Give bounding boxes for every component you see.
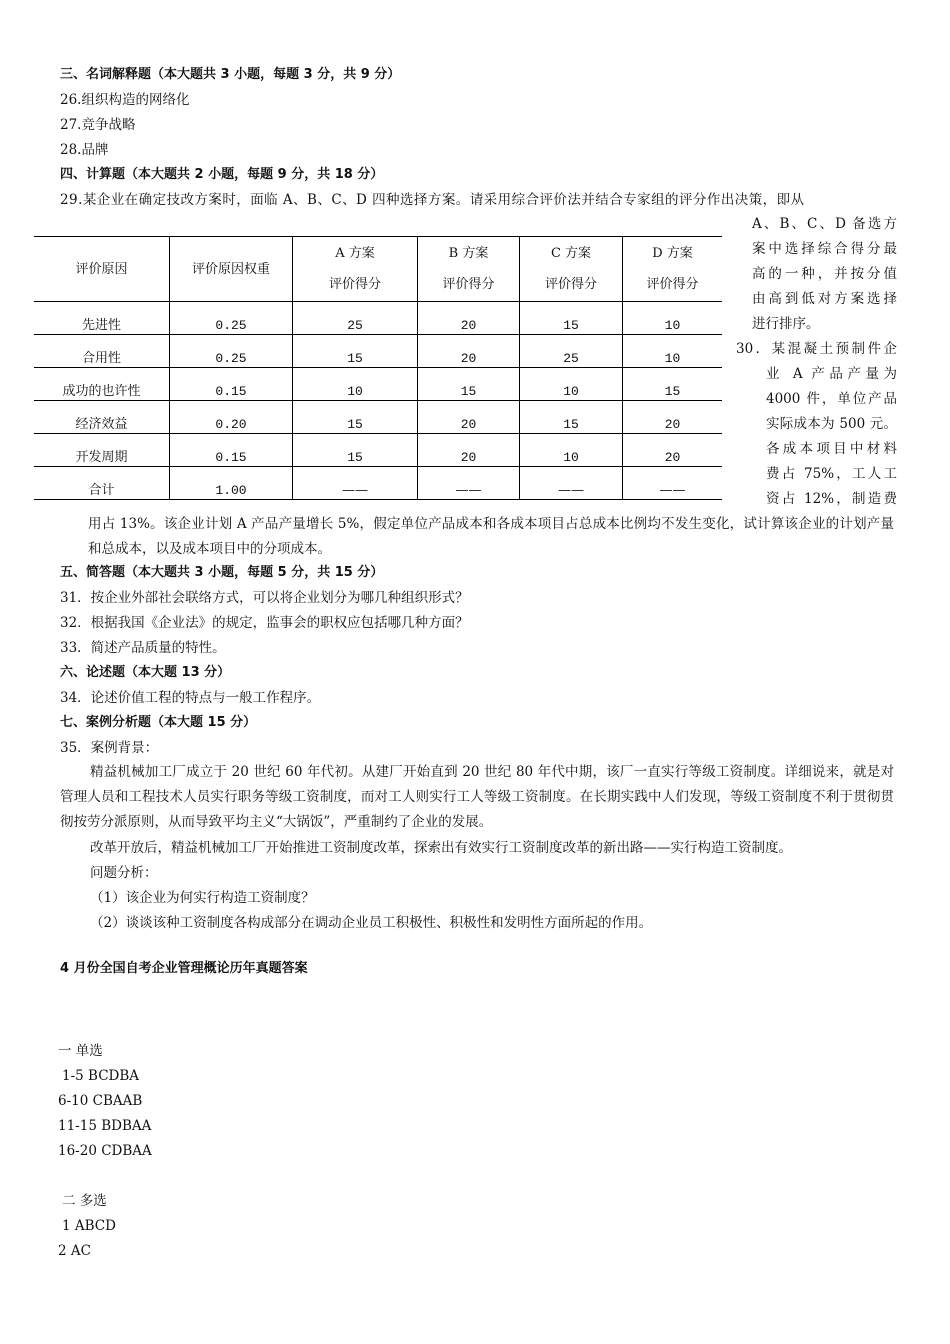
answers-title: 4 月份全国自考企业管理概论历年真题答案 xyxy=(60,961,308,976)
table-row xyxy=(34,302,722,335)
single-answer-1: 1-5 BCDBA xyxy=(62,1068,140,1084)
cell-a: 25 xyxy=(293,302,418,335)
cell-factor: 成功的也许性 xyxy=(34,368,170,401)
table-row xyxy=(34,401,722,434)
cell-a: 15 xyxy=(293,401,418,434)
side-line: 业 A 产品产量为 xyxy=(766,366,897,382)
section-6-heading: 六、论述题（本大题 13 分） xyxy=(60,665,231,680)
cell-a: 10 xyxy=(293,368,418,401)
cell-c: 15 xyxy=(520,302,623,335)
question-28: 28.品牌 xyxy=(60,142,109,158)
single-answer-2: 6-10 CBAAB xyxy=(58,1093,143,1109)
cell-b: —— xyxy=(418,467,520,500)
question-35: 35．案例背景： xyxy=(60,740,159,756)
cell-c: 15 xyxy=(520,401,623,434)
section-7-heading: 七、案例分析题（本大题 15 分） xyxy=(60,715,257,730)
header-plan-c: C 方案 评价得分 xyxy=(520,237,623,302)
cell-b: 20 xyxy=(418,302,520,335)
header-plan-a: A 方案 评价得分 xyxy=(293,237,418,302)
cell-d: 10 xyxy=(623,302,723,335)
table-header-row xyxy=(34,237,722,302)
single-answer-4: 16-20 CDBAA xyxy=(58,1143,152,1159)
cell-factor: 合计 xyxy=(34,467,170,500)
cell-b: 20 xyxy=(418,335,520,368)
cell-d: 10 xyxy=(623,335,723,368)
multi-answer-2: 2 AC xyxy=(58,1243,91,1259)
header-plan-b: B 方案 评价得分 xyxy=(418,237,520,302)
cell-factor: 先进性 xyxy=(34,302,170,335)
cell-c: 10 xyxy=(520,434,623,467)
side-line: 资占 12%，制造费 xyxy=(766,491,897,507)
cell-c: —— xyxy=(520,467,623,500)
cell-a: 15 xyxy=(293,434,418,467)
side-line: 费占 75%，工人工 xyxy=(766,466,897,482)
question-33: 33．简述产品质量的特性。 xyxy=(60,640,226,656)
side-line: 案中选择综合得分最 xyxy=(752,241,897,257)
cell-b: 20 xyxy=(418,434,520,467)
cell-weight: 0.20 xyxy=(170,401,293,434)
cell-d: 20 xyxy=(623,401,723,434)
cell-weight: 0.25 xyxy=(170,302,293,335)
question-30-side-text xyxy=(736,337,897,512)
table-row xyxy=(34,368,722,401)
cell-b: 15 xyxy=(418,368,520,401)
cell-weight: 1.00 xyxy=(170,467,293,500)
side-line: 高的一种，并按分值 xyxy=(752,266,897,282)
question-26: 26.组织构造的网络化 xyxy=(60,92,190,108)
question-32: 32．根据我国《企业法》的规定，监事会的职权应包括哪几种方面？ xyxy=(60,615,469,631)
side-line: 30．某混凝土预制件企 xyxy=(736,341,897,357)
cell-weight: 0.25 xyxy=(170,335,293,368)
section-3-heading: 三、名词解释题（本大题共 3 小题，每题 3 分，共 9 分） xyxy=(60,67,401,82)
side-line: 由高到低对方案选择 xyxy=(752,291,897,307)
cell-weight: 0.15 xyxy=(170,368,293,401)
table-row-total xyxy=(34,467,722,500)
question-34: 34．论述价值工程的特点与一般工作程序。 xyxy=(60,690,321,706)
side-line: 4000 件，单位产品 xyxy=(766,391,897,407)
cell-d: —— xyxy=(623,467,723,500)
question-30-continuation: 用占 13%。该企业计划 A 产品产量增长 5%，假定单位产品成本和各成本项目占总成本比例均不发生变化，试计算该企业的计划产量和总成本，以及成本项目中的分项成本。 xyxy=(88,516,894,557)
cell-c: 25 xyxy=(520,335,623,368)
cell-weight: 0.15 xyxy=(170,434,293,467)
multi-answer-1: 1 ABCD xyxy=(62,1218,116,1234)
question-31: 31．按企业外部社会联络方式，可以将企业划分为哪几种组织形式？ xyxy=(60,590,469,606)
side-line: 实际成本为 500 元。 xyxy=(766,416,897,432)
side-line: A、B、C、D 备选方 xyxy=(752,216,897,232)
cell-c: 10 xyxy=(520,368,623,401)
multi-choice-label: 二 多选 xyxy=(62,1193,107,1209)
cell-d: 20 xyxy=(623,434,723,467)
section-4-heading: 四、计算题（本大题共 2 小题，每题 9 分，共 18 分） xyxy=(60,167,384,182)
cell-factor: 经济效益 xyxy=(34,401,170,434)
case-paragraph-1: 精益机械加工厂成立于 20 世纪 60 年代初。从建厂开始直到 20 世纪 80 年代中期，该厂一直实行等级工资制度。详细说来，就是对管理人员和工程技术人员实行职务等级工资制度，而对工人则实行工人等级工资制度。在长期实践中人们发现，等级工资制度不利于贯彻贯彻按劳分派原则，从而导致平均主义“大锅饭”，严重制约了企业的发展。 xyxy=(60,764,894,830)
header-plan-d: D 方案 评价得分 xyxy=(623,237,723,302)
cell-d: 15 xyxy=(623,368,723,401)
case-question-2: （2）谈谈该种工资制度各构成部分在调动企业员工积极性、积极性和发明性方面所起的作用。 xyxy=(90,915,653,931)
case-paragraph-2: 改革开放后，精益机械加工厂开始推进工资制度改革，探索出有效实行工资制度改革的新出路——实行构造工资制度。 xyxy=(90,840,792,856)
cell-factor: 开发周期 xyxy=(34,434,170,467)
case-analysis-label: 问题分析： xyxy=(90,865,158,881)
table-row xyxy=(34,335,722,368)
header-factor: 评价原因 xyxy=(34,237,170,302)
cell-a: —— xyxy=(293,467,418,500)
header-weight: 评价原因权重 xyxy=(170,237,293,302)
side-line: 各成本项目中材料 xyxy=(766,441,897,457)
evaluation-table xyxy=(34,236,722,500)
question-29-text: 29.某企业在确定技改方案时，面临 A、B、C、D 四种选择方案。请采用综合评价法并结合专家组的评分作出决策，即从 xyxy=(60,192,805,208)
single-answer-3: 11-15 BDBAA xyxy=(58,1118,152,1134)
case-question-1: （1）该企业为何实行构造工资制度？ xyxy=(90,890,315,906)
side-line: 进行排序。 xyxy=(752,316,820,332)
question-29-side-text xyxy=(752,212,897,337)
cell-factor: 合用性 xyxy=(34,335,170,368)
section-5-heading: 五、简答题（本大题共 3 小题，每题 5 分，共 15 分） xyxy=(60,565,384,580)
single-choice-label: 一 单选 xyxy=(58,1043,103,1059)
table-row xyxy=(34,434,722,467)
cell-b: 20 xyxy=(418,401,520,434)
cell-a: 15 xyxy=(293,335,418,368)
question-27: 27.竞争战略 xyxy=(60,117,136,133)
